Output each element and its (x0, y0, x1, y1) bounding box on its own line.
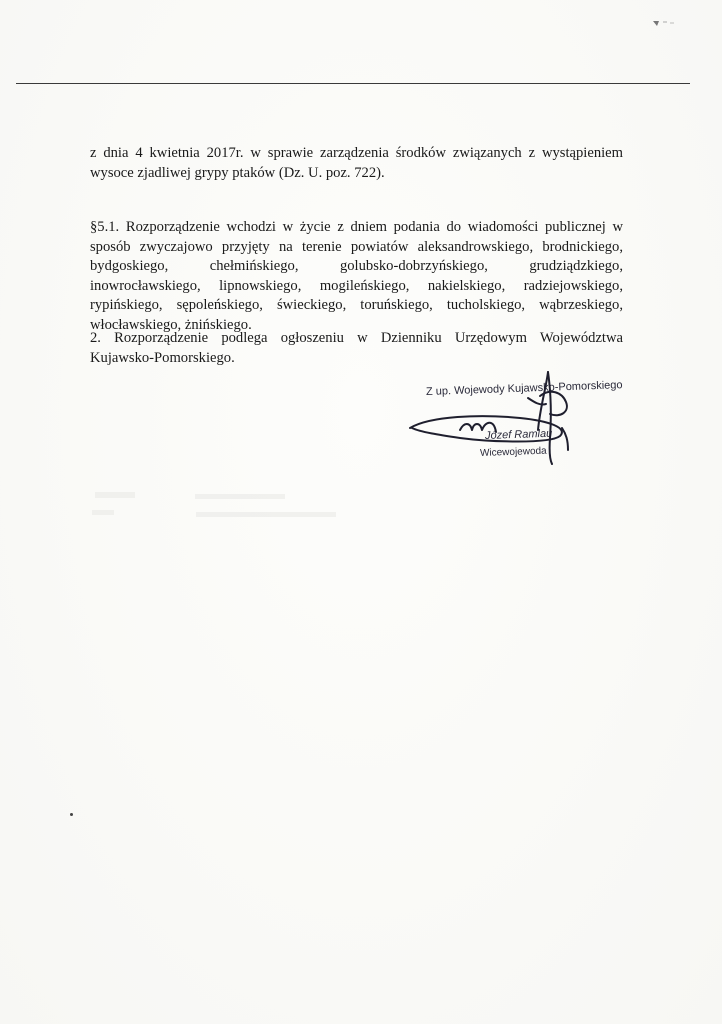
header-divider (16, 83, 690, 84)
stamp-signatory-name: Józef Ramlau (484, 427, 553, 442)
bleed-through-2 (195, 494, 285, 499)
scan-speck (70, 813, 73, 816)
paragraph-section-5-1: §5.1. Rozporządzenie wchodzi w życie z dniem podania do wiadomości publicznej w sposób zwyczajowo przyjęty na terenie powiatów aleksandrowskiego, brodnickiego, bydgoskiego, chełmińskiego, golubsko-dobrzyńskiego, grudziądzkiego, inowrocławskiego, lipnowskiego, mogileńskiego, nakielskiego, radziejowskiego, rypińskiego, sępoleńskiego, świeckiego, toruńskiego, tucholskiego, wąbrzeskiego, włocławskiego, żnińskiego. (90, 219, 623, 333)
signature-stamp (400, 368, 623, 468)
paragraph-section-5-2: 2. Rozporządzenie podlega ogłoszeniu w Dzienniku Urzędowym Województwa Kujawsko-Pomorskiego. (90, 330, 623, 366)
stamp-signatory-title: Wicewojewoda (479, 445, 547, 459)
bleed-through-1 (95, 492, 135, 498)
handwritten-signature-icon (400, 368, 620, 468)
bleed-through-4 (196, 512, 336, 517)
paragraph-regulation-reference: z dnia 4 kwietnia 2017r. w sprawie zarządzenia środków związanych z wystąpieniem wysoce zjadliwej grypy ptaków (Dz. U. poz. 722). (90, 145, 623, 181)
bleed-through-3 (92, 510, 114, 515)
scan-mark-icon (653, 20, 675, 28)
stamp-authorization-line: Z up. Wojewody Kujawsko-Pomorskiego (425, 379, 623, 398)
